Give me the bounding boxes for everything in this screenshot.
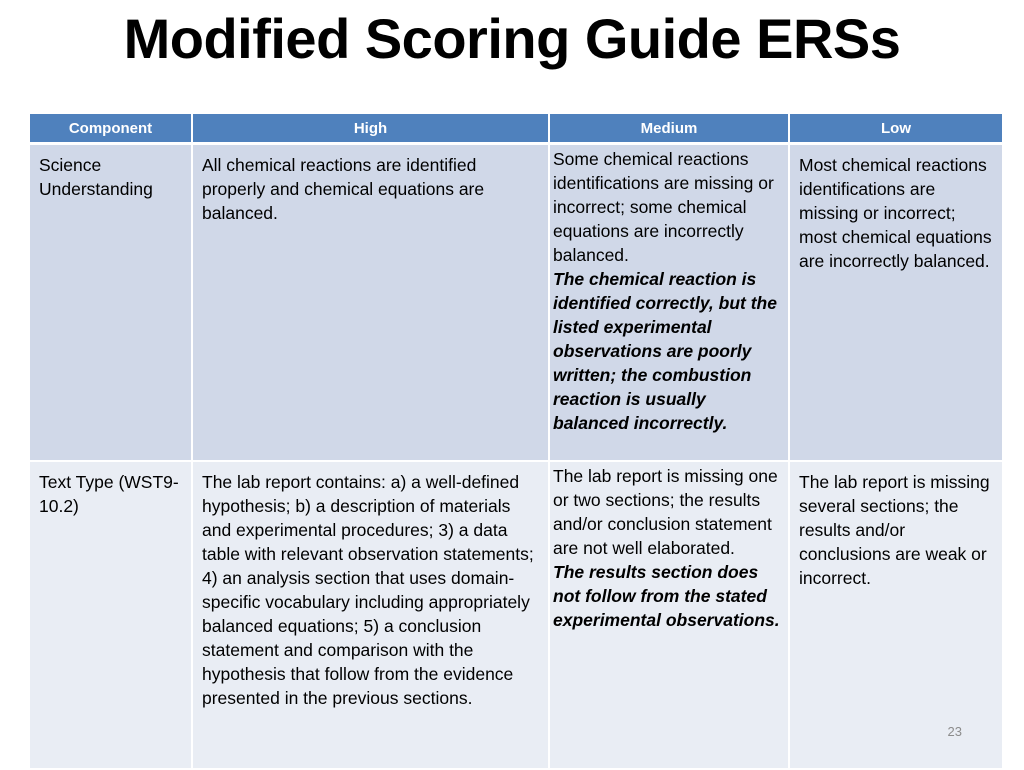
slide-number: 23 [947,724,962,739]
cell-low: Most chemical reactions identifications are missing or incorrect; most chemical equations are incorrectly balanced. [789,144,1002,462]
cell-low: The lab report is missing several sections; the results and/or conclusions are weak or incorrect. [789,461,1002,769]
table-header-row [30,114,1002,144]
header-high: High [192,114,549,144]
table-row [30,144,1002,462]
medium-text: Some chemical reactions identifications are missing or incorrect; some chemical equations are incorrectly balanced. [553,149,774,265]
header-component: Component [30,114,192,144]
medium-emphasis-text: The results section does not follow from the stated experimental observations. [553,562,780,630]
scoring-guide-table [30,114,1002,770]
cell-component: Science Understanding [30,144,192,462]
slide-title: Modified Scoring Guide ERSs [123,7,901,70]
header-medium: Medium [549,114,789,144]
cell-high: All chemical reactions are identified properly and chemical equations are balanced. [192,144,549,462]
medium-emphasis-text: The chemical reaction is identified correctly, but the listed experimental observations are poorly written; the combustion reaction is usually balanced incorrectly. [553,269,777,433]
cell-medium [549,144,789,462]
cell-high: The lab report contains: a) a well-defined hypothesis; b) a description of materials and experimental procedures; 3) a data table with relevant observation statements; 4) an analysis section that uses domain-specific vocabulary including appropriately balanced equations; 5) a conclusion statement and comparison with the hypothesis that follow from the evidence presented in the previous sections. [192,461,549,769]
header-low: Low [789,114,1002,144]
table-row [30,461,1002,769]
cell-medium [549,461,789,769]
medium-text: The lab report is missing one or two sections; the results and/or conclusion statement are not well elaborated. [553,466,778,558]
cell-component: Text Type (WST9-10.2) [30,461,192,769]
